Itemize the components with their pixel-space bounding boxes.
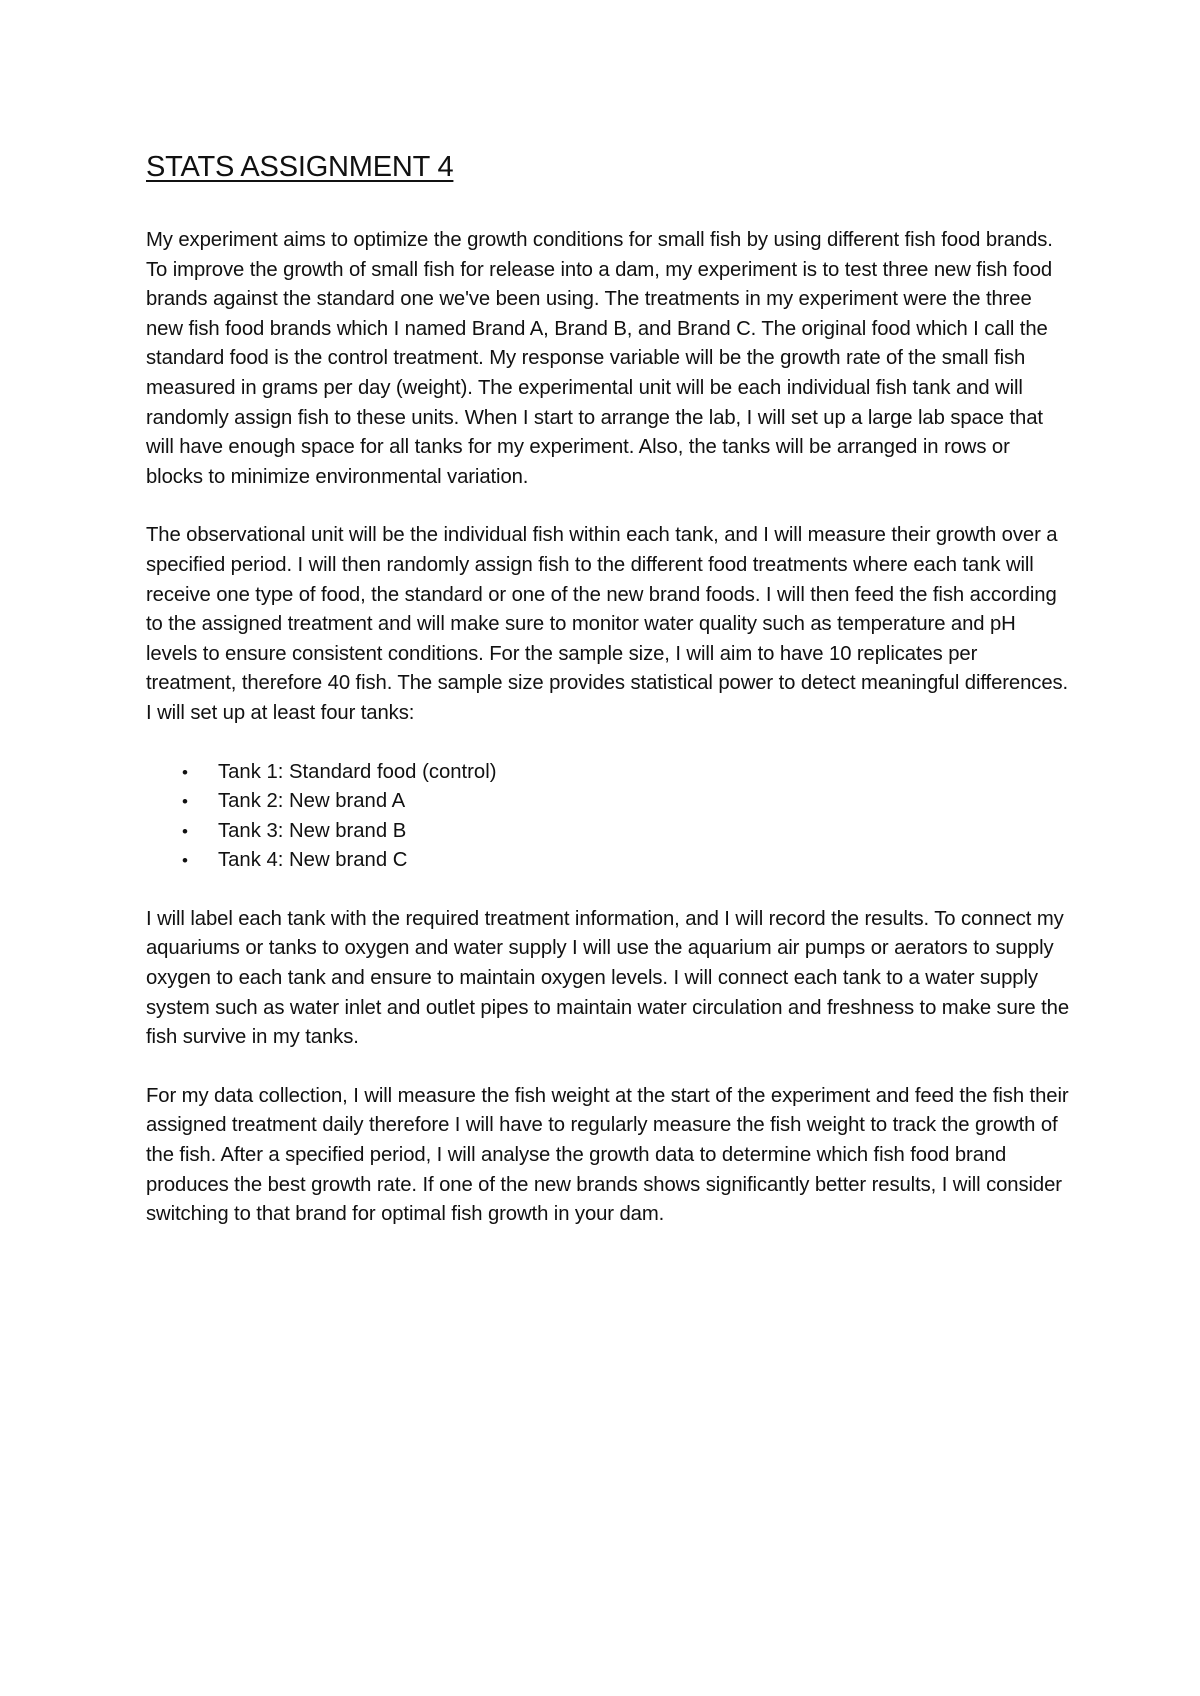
bullet-icon: •	[182, 762, 188, 782]
document-body	[146, 150, 1071, 1259]
tank-list-item	[182, 846, 1071, 876]
bullet-icon: •	[182, 821, 188, 841]
paragraph-observational-unit: The observational unit will be the individual fish within each tank, and I will measure their growth over a specified period. I will then randomly assign fish to the different food treatments where each tank will receive one type of food, the standard or one of the new brand foods. I will then feed the fish according to the assigned treatment and will make sure to monitor water quality such as temperature and pH levels to ensure consistent conditions. For the sample size, I will aim to have 10 replicates per treatment, therefore 40 fish. The sample size provides statistical power to detect meaningful differences. I will set up at least four tanks:	[146, 524, 1069, 724]
tank-list	[146, 758, 1071, 876]
paragraph-data-collection: For my data collection, I will measure the fish weight at the start of the experiment and feed the fish their assigned treatment daily therefore I will have to regularly measure the fish weight to track the growth of the fish. After a specified period, I will analyse the growth data to determine which fish food brand produces the best growth rate. If one of the new brands shows significantly better results, I will consider switching to that brand for optimal fish growth in your dam.	[146, 1084, 1069, 1226]
bullet-icon: •	[182, 792, 188, 812]
tank-label: Tank 1: Standard food (control)	[218, 760, 497, 783]
tank-list-item	[182, 787, 1071, 817]
tank-label: Tank 3: New brand B	[218, 819, 407, 842]
tank-list-item	[182, 817, 1071, 847]
bullet-icon: •	[182, 851, 188, 871]
paragraph-tank-setup: I will label each tank with the required treatment information, and I will record the results. To connect my aquariums or tanks to oxygen and water supply I will use the aquarium air pumps or aerators to supply oxygen to each tank and ensure to maintain oxygen levels. I will connect each tank to a water supply system such as water inlet and outlet pipes to maintain water circulation and freshness to make sure the fish survive in my tanks.	[146, 907, 1070, 1049]
tank-label: Tank 2: New brand A	[218, 790, 406, 813]
document-title: STATS ASSIGNMENT 4	[146, 151, 454, 183]
tank-list-item	[182, 758, 1071, 788]
tank-label: Tank 4: New brand C	[218, 849, 408, 872]
paragraph-experiment-aim: My experiment aims to optimize the growth conditions for small fish by using different fish food brands. To improve the growth of small fish for release into a dam, my experiment is to test three new fish food brands against the standard one we've been using. The treatments in my experiment were the three new fish food brands which I named Brand A, Brand B, and Brand C. The original food which I call the standard food is the control treatment. My response variable will be the growth rate of the small fish measured in grams per day (weight). The experimental unit will be each individual fish tank and will randomly assign fish to these units. When I start to arrange the lab, I will set up a large lab space that will have enough space for all tanks for my experiment. Also, the tanks will be arranged in rows or blocks to minimize environmental variation.	[146, 229, 1053, 488]
